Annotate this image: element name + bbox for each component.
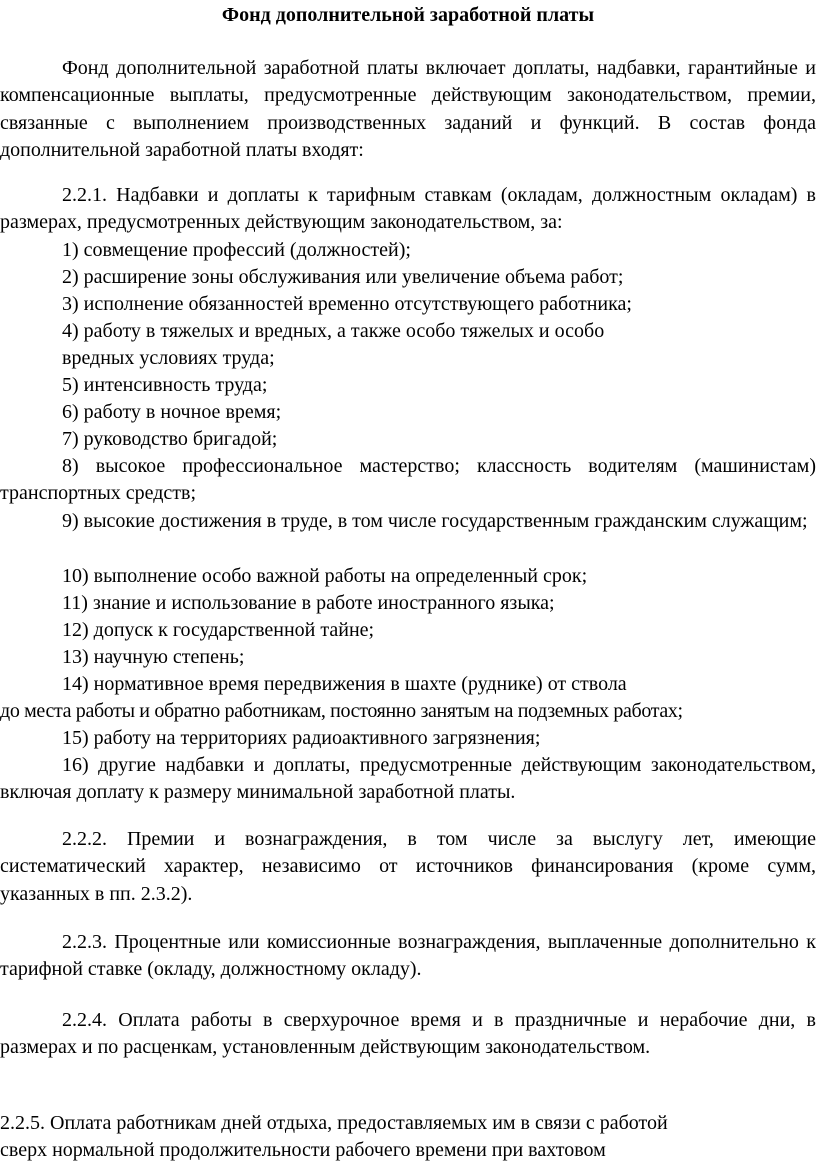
section-2-2-3: 2.2.3. Процентные или комиссионные вознаграждения, выплаченные дополнительно к тарифной ставке (окладу, должностному окладу). xyxy=(0,931,816,981)
list-item-continuation: до места работы и обратно работникам, постоянно занятым на подземных работах; xyxy=(0,700,683,722)
list-item: 11) знание и использование в работе иностранного языка; xyxy=(62,592,555,614)
list-item: 1) совмещение профессий (должностей); xyxy=(62,239,411,261)
section-2-2-2: 2.2.2. Премии и вознаграждения, в том числе за выслугу лет, имеющие систематический характер, независимо от источников финансирования (кроме сумм, указанных в пп. 2.3.2). xyxy=(0,828,816,905)
list-item: 12) допуск к государственной тайне; xyxy=(62,619,375,641)
list-item: 15) работу на территориях радиоактивного загрязнения; xyxy=(62,727,541,749)
list-item: 7) руководство бригадой; xyxy=(62,428,278,450)
list-item: 8) высокое профессиональное мастерство; классность водителям (машинистам) транспортных средств; xyxy=(0,455,816,505)
list-item: 10) выполнение особо важной работы на определенный срок; xyxy=(62,565,588,587)
page-title: Фонд дополнительной заработной платы xyxy=(221,4,595,26)
list-item: 2) расширение зоны обслуживания или увеличение объема работ; xyxy=(62,266,624,288)
section-2-2-5-line-2: сверх нормальной продолжительности рабочего времени при вахтовом xyxy=(0,1139,606,1161)
list-item: 9) высокие достижения в труде, в том числе государственным гражданским служащим; xyxy=(62,510,808,532)
list-item: 13) научную степень; xyxy=(62,646,245,668)
list-item: 16) другие надбавки и доплаты, предусмотренные действующим законодательством, включая доплату к размеру минимальной заработной платы. xyxy=(0,754,816,804)
section-2-2-5-line-1: 2.2.5. Оплата работникам дней отдыха, предоставляемых им в связи с работой xyxy=(0,1112,668,1134)
list-item: 6) работу в ночное время; xyxy=(62,401,282,423)
list-item: 14) нормативное время передвижения в шахте (руднике) от ствола xyxy=(62,673,627,695)
list-item: 5) интенсивность труда; xyxy=(62,374,268,396)
list-item: 3) исполнение обязанностей временно отсутствующего работника; xyxy=(62,293,632,315)
section-2-2-1-intro: 2.2.1. Надбавки и доплаты к тарифным ставкам (окладам, должностным окладам) в размерах, предусмотренных действующим законодательством, за: xyxy=(0,184,816,234)
intro-paragraph: Фонд дополнительной заработной платы включает доплаты, надбавки, гарантийные и компенсационные выплаты, предусмотренные действующим законодательством, премии, связанные с выполнением производственных заданий и функций. В состав фонда дополнительной заработной платы входят: xyxy=(0,57,816,162)
section-2-2-4: 2.2.4. Оплата работы в сверхурочное время и в праздничные и нерабочие дни, в размерах и по расценкам, установленным действующим законодательством. xyxy=(0,1009,816,1059)
list-item-continuation: вредных условиях труда; xyxy=(62,347,275,369)
list-item: 4) работу в тяжелых и вредных, а также особо тяжелых и особо xyxy=(62,320,605,342)
